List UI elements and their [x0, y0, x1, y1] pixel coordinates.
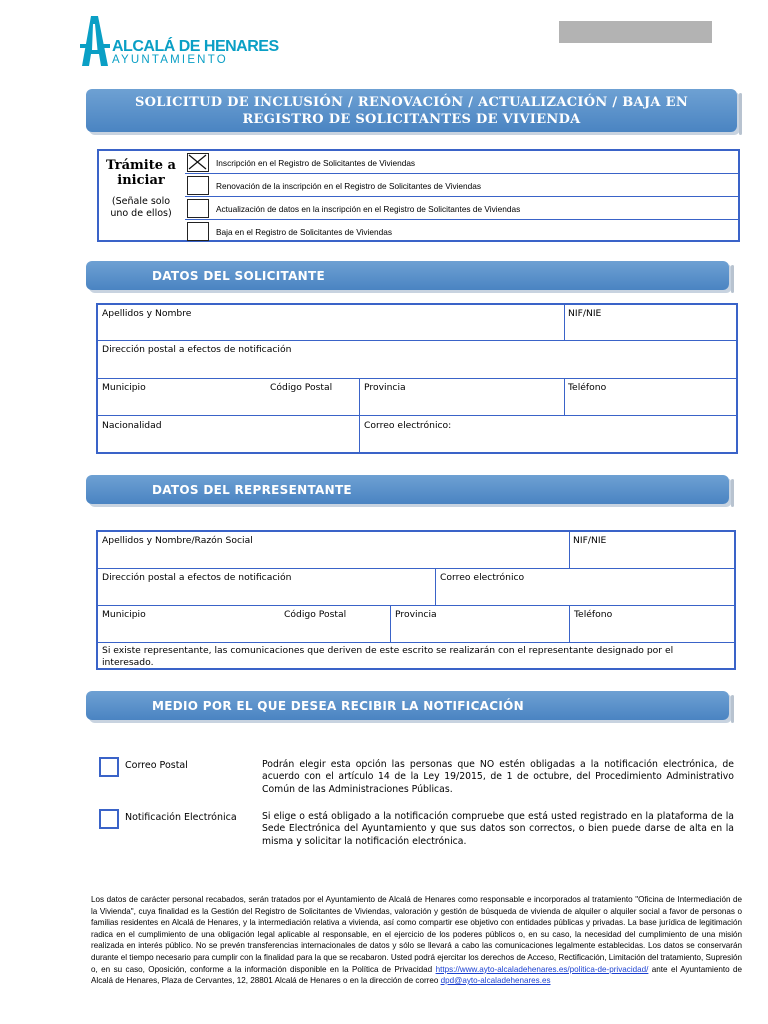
- privacy-footer: [91, 894, 742, 987]
- field-apellidos-nombre[interactable]: Apellidos y Nombre: [102, 308, 192, 319]
- tramite-option[interactable]: [185, 151, 738, 174]
- tramite-note-2: uno de ellos): [110, 208, 172, 219]
- correo-postal-text: Podrán elegir esta opción las personas que NO estén obligadas a la notificación electrónica, de acuerdo con el artículo 14 de la Ley 19/2015, de 1 de octubre, del Procedimiento Administrativo Común de las Administraciones Públicas.: [262, 759, 734, 795]
- rep-field-provincia[interactable]: Provincia: [395, 609, 437, 620]
- field-nacionalidad[interactable]: Nacionalidad: [102, 420, 162, 431]
- rep-field-correo[interactable]: Correo electrónico: [440, 572, 525, 583]
- checkbox-renovacion[interactable]: [187, 176, 209, 195]
- field-provincia[interactable]: Provincia: [364, 382, 406, 393]
- logo-subtitle: AYUNTAMIENTO: [112, 54, 228, 66]
- tramite-option[interactable]: [185, 174, 738, 197]
- notificacion-electronica-text: Si elige o está obligado a la notificación compruebe que está usted registrado en la plataforma de la Sede Electrónica del Ayuntamiento y que sus datos son correctos, o bien puede darse de alta en la misma y solicitar la notificación electrónica.: [262, 811, 734, 847]
- registry-stamp-box: [559, 21, 712, 43]
- field-correo[interactable]: Correo electrónico:: [364, 420, 452, 431]
- dpd-email-link[interactable]: dpd@ayto-alcaladehenares.es: [440, 976, 551, 986]
- tramite-title-2: iniciar: [117, 173, 165, 188]
- tramite-option[interactable]: [185, 197, 738, 220]
- logo-text: ALCALÁ DE HENARES: [112, 38, 279, 55]
- checkbox-correo-postal[interactable]: [99, 757, 119, 777]
- page-title-line2: REGISTRO DE SOLICITANTES DE VIVIENDA: [242, 112, 581, 127]
- title-banner: [86, 89, 737, 132]
- rep-field-municipio[interactable]: Municipio: [102, 609, 146, 620]
- tramite-note-1: (Señale solo: [111, 196, 171, 207]
- logo-icon: [78, 14, 112, 68]
- rep-field-apellidos[interactable]: Apellidos y Nombre/Razón Social: [102, 535, 253, 546]
- tramite-heading: [97, 149, 185, 242]
- tramite-option-label: Renovación de la inscripción en el Registro de Solicitantes de Viviendas: [216, 181, 482, 191]
- rep-field-telefono[interactable]: Teléfono: [574, 609, 613, 620]
- page-title-line1: SOLICITUD DE INCLUSIÓN / RENOVACIÓN / ACTUALIZACIÓN / BAJA EN: [134, 95, 688, 110]
- tramite-option-label: Actualización de datos en la inscripción en el Registro de Solicitantes de Viviendas: [216, 204, 521, 214]
- section-title: MEDIO POR EL QUE DESEA RECIBIR LA NOTIFICACIÓN: [152, 699, 524, 713]
- section-banner-representante: [86, 475, 729, 504]
- privacy-text-after: ante el Ayuntamiento de Alcalá de Henares, Plaza de Cervantes, 12, 28801 Alcalá de Henares o en la dirección de correo: [91, 964, 742, 986]
- notificacion-electronica-label: Notificación Electrónica: [125, 812, 237, 823]
- field-telefono[interactable]: Teléfono: [568, 382, 607, 393]
- field-direccion[interactable]: Dirección postal a efectos de notificación: [102, 344, 292, 355]
- field-nif[interactable]: NIF/NIE: [568, 308, 602, 319]
- checkbox-actualizacion[interactable]: [187, 199, 209, 218]
- field-municipio[interactable]: Municipio: [102, 382, 146, 393]
- rep-field-direccion[interactable]: Dirección postal a efectos de notificación: [102, 572, 292, 583]
- check-x-icon: [188, 154, 207, 170]
- rep-field-nif[interactable]: NIF/NIE: [573, 535, 607, 546]
- tramite-option[interactable]: [185, 220, 738, 243]
- correo-postal-label: Correo Postal: [125, 760, 188, 771]
- solicitante-table: [96, 303, 738, 454]
- section-banner-solicitante: [86, 261, 729, 290]
- checkbox-notificacion-electronica[interactable]: [99, 809, 119, 829]
- privacy-text: Los datos de carácter personal recabados, serán tratados por el Ayuntamiento de Alcalá de Henares como responsable e incorporados al tratamiento "Oficina de Intermediación de la Vivienda", cuya finalidad es la Gestión del Registro de Solicitantes de Viviendas, valoración y gestión de búsqueda de vivienda de alquiler o alquiler social a favor de personas o familias residentes en Alcalá de Henares, y la intermediación relativa a vivienda, así como compartir ese objetivo con entidades públicas y privadas. La base jurídica de legitimación radica en el cumplimiento de una obligación legal aplicable al responsable, en el ejercicio de los poderes públicos o, en su caso, la necesidad del cumplimiento de una misión realizada en interés público. No se prevén transferencias internacionales de datos y sólo se llevará a cabo las comunicaciones legalmente establecidas. Los datos se conservarán durante el tiempo necesario para cumplir con la finalidad para la que se recabaron. Usted podrá ejercitar los derechos de Acceso, Rectificación, Limitación del tratamiento, Supresión o, en su caso, Oposición, conforme a la información disponible en la Política de Privacidad: [91, 895, 742, 974]
- representante-table: [96, 530, 736, 670]
- tramite-option-label: Inscripción en el Registro de Solicitantes de Viviendas: [216, 158, 416, 168]
- tramite-option-label: Baja en el Registro de Solicitantes de Viviendas: [216, 227, 393, 237]
- field-codigo-postal[interactable]: Código Postal: [270, 382, 333, 393]
- tramite-title-1: Trámite a: [106, 158, 176, 173]
- rep-field-codigo-postal[interactable]: Código Postal: [284, 609, 347, 620]
- rep-aviso: Si existe representante, las comunicaciones que deriven de este escrito se realizarán con el representante designado por el interesado.: [102, 645, 674, 668]
- checkbox-inscripcion[interactable]: [187, 153, 209, 172]
- section-title: DATOS DEL REPRESENTANTE: [152, 483, 352, 497]
- section-title: DATOS DEL SOLICITANTE: [152, 269, 325, 283]
- checkbox-baja[interactable]: [187, 222, 209, 241]
- privacy-policy-link[interactable]: https://www.ayto-alcaladehenares.es/politica-de-privacidad/: [435, 964, 649, 974]
- section-banner-notificacion: [86, 691, 729, 720]
